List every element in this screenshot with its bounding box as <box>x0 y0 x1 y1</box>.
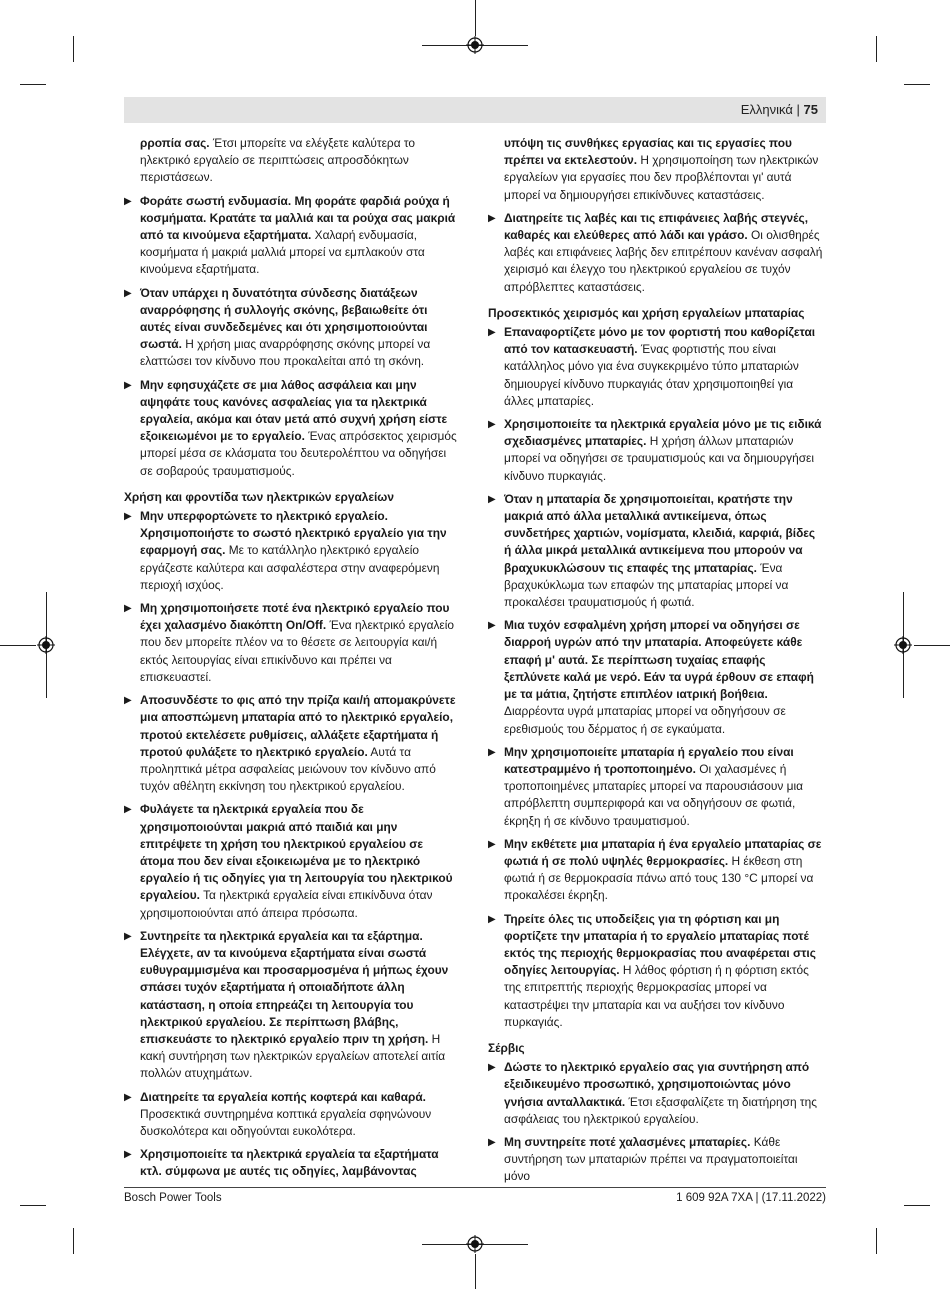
item-bold: Χρησιμοποιείτε τα ηλεκτρικά εργαλεία μόνο με τις ειδικά σχεδιασμένες μπαταρίες. <box>504 417 822 449</box>
item-text: Ένας απρόσεκτος χειρισμός μπορεί μέσα σε κλάσματα του δευτερολέπτου να οδηγήσει σε σοβαρούς τραυματισμούς. <box>140 429 457 478</box>
right-intro-text: Η χρησιμοποίηση των ηλεκτρικών εργαλείων για εργασίες που δεν προβλέπονται γι' αυτά μπορεί να δημιουργήσει επικίνδυνες καταστάσεις. <box>504 153 819 202</box>
item-text: Οι ολισθηρές λαβές και επιφάνειες λαβής δεν επιτρέπουν κανέναν ασφαλή χειρισμό και έλεγχο του ηλεκτρικού εργαλείου σε τυχόν απρόβλεπτες καταστάσεις. <box>504 228 823 294</box>
item-bold: Μην εκθέτετε μια μπαταρία ή ένα εργαλείο μπαταρίας σε φωτιά ή σε πολύ υψηλές θερμοκρασίες. <box>504 836 822 868</box>
list-item <box>488 324 824 410</box>
left-items-b <box>124 508 460 1181</box>
registration-mark-icon <box>894 636 912 654</box>
header-separator: | <box>792 102 804 117</box>
bullet-icon: ▶ <box>488 620 496 632</box>
list-item <box>488 210 824 296</box>
bullet-icon: ▶ <box>124 930 132 942</box>
footer-divider <box>124 1187 826 1188</box>
item-text: Η έκθεση στη φωτιά ή σε θερμοκρασία πάνω από τους 130 °C μπορεί να προκαλέσει έκρηξη. <box>504 853 814 903</box>
page-number: 75 <box>803 102 818 117</box>
list-item <box>488 416 824 485</box>
registration-mark-icon <box>466 36 484 54</box>
list-item <box>488 744 824 830</box>
item-text: Διαρρέοντα υγρά μπαταρίας μπορεί να οδηγήσουν σε ερεθισμούς του δέρματος ή σε εγκαύματα. <box>504 704 786 736</box>
list-item <box>124 600 460 686</box>
item-bold: Τηρείτε όλες τις υποδείξεις για τη φόρτιση και μη φορτίζετε την μπαταρία ή το εργαλείο μπαταρίας ποτέ εκτός της περιοχής θερμοκρασίας που αναφέρεται στις οδηγίες λειτουργίας. <box>504 911 816 978</box>
crop-mark <box>876 1228 877 1254</box>
item-text: Χαλαρή ενδυμασία, κοσμήματα ή μακριά μαλλιά μπορεί να εμπλακούν στα κινούμενα εξαρτήματα. <box>140 228 425 277</box>
item-bold: Μην υπερφορτώνετε το ηλεκτρικό εργαλείο. Χρησιμοποιήστε το σωστό ηλεκτρικό εργαλείο για την εφαρμογή σας. <box>140 509 447 558</box>
item-text: Ένα βραχυκύκλωμα των επαφών της μπαταρίας μπορεί να προκαλέσει τραυματισμούς ή φωτιά. <box>504 560 789 610</box>
item-text: Με το κατάλληλο ηλεκτρικό εργαλείο εργάζεστε καλύτερα και ασφαλέστερα στην αναφερόμενη περιοχή ισχύος. <box>140 543 440 592</box>
list-item <box>488 1134 824 1186</box>
crop-mark <box>876 36 877 62</box>
bullet-icon: ▶ <box>488 1062 496 1074</box>
bullet-icon: ▶ <box>488 327 496 339</box>
registration-mark-icon <box>37 636 55 654</box>
list-item <box>124 508 460 594</box>
item-text: Αυτά τα προληπτικά μέτρα ασφαλείας μειώνουν τον κίνδυνο από τυχόν αθέλητη εκκίνηση του ηλεκτρικού εργαλείου. <box>140 744 436 794</box>
list-item <box>124 928 460 1083</box>
item-bold: Επαναφορτίζετε μόνο με τον φορτιστή που καθορίζεται από τον κατασκευαστή. <box>504 325 816 357</box>
item-text: Έτσι εξασφαλίζετε τη διατήρηση της ασφάλειας του ηλεκτρικού εργαλείου. <box>504 1094 817 1126</box>
left-intro <box>124 135 460 187</box>
crop-mark <box>20 1205 46 1206</box>
crop-mark <box>914 645 950 646</box>
crop-mark <box>475 0 476 36</box>
bullet-icon: ▶ <box>124 379 132 391</box>
item-text: Ένας φορτιστής που είναι κατάλληλος μόνο για ένα συγκεκριμένο τύπο μπαταριών δημιουργεί κίνδυνο πυρκαγιάς όταν χρησιμοποιηθεί για άλλες μπαταρίες. <box>504 342 799 408</box>
bullet-icon: ▶ <box>488 419 496 431</box>
bullet-icon: ▶ <box>124 603 132 615</box>
footer-doc-number: 1 609 92A 7XA | (17.11.2022) <box>676 1192 826 1204</box>
footer-brand: Bosch Power Tools <box>124 1192 222 1204</box>
item-bold: Μην εφησυχάζετε σε μια λάθος ασφάλεια και μην αψηφάτε τους κανόνες ασφαλείας για τα ηλεκτρικά εργαλεία, ακόμα και όταν μετά από συχνή χρήση είστε εξοικειωμένοι με το εργαλείο. <box>140 377 448 444</box>
item-bold: Διατηρείτε τα εργαλεία κοπής κοφτερά και καθαρά. <box>140 1089 426 1104</box>
list-item <box>124 1146 460 1180</box>
section-heading: Προσεκτικός χειρισμός και χρήση εργαλείων μπαταρίας <box>488 305 805 320</box>
item-bold: Μη χρησιμοποιήσετε ποτέ ένα ηλεκτρικό εργαλείο που έχει χαλασμένο διακόπτη On/Off. <box>140 601 450 633</box>
bullet-icon: ▶ <box>488 493 496 505</box>
item-text: Τα ηλεκτρικά εργαλεία είναι επικίνδυνα όταν χρησιμοποιούνται από άπειρα πρόσωπα. <box>140 888 433 920</box>
item-bold: Φοράτε σωστή ενδυμασία. Μη φοράτε φαρδιά ρούχα ή κοσμήματα. Κρατάτε τα μαλλιά και τα ρούχα σας μακριά από τα κινούμενα εξαρτήματα. <box>140 193 456 243</box>
bullet-icon: ▶ <box>488 1136 496 1148</box>
header-text <box>741 102 818 117</box>
bullet-icon: ▶ <box>124 287 132 299</box>
crop-mark <box>73 36 74 62</box>
right-intro <box>488 135 824 204</box>
list-item <box>124 285 460 371</box>
list-item <box>488 836 824 905</box>
bullet-icon: ▶ <box>488 746 496 758</box>
registration-mark-icon <box>466 1235 484 1253</box>
bullet-icon: ▶ <box>124 195 132 207</box>
item-text: Η χρήση άλλων μπαταριών μπορεί να οδηγήσει σε τραυματισμούς και να δημιουργήσει κίνδυνο πυρκαγιάς. <box>504 434 814 483</box>
list-item <box>488 617 824 737</box>
item-bold: Αποσυνδέστε το φις από την πρίζα και/ή απομακρύνετε μια αποσπώμενη μπαταρία από το ηλεκτρικό εργαλείο, προτού εκτελέσετε ρυθμίσεις, αλλάξετε εξαρτήματα ή προτού φυλάξετε το ηλεκτρικό εργαλείο. <box>140 693 456 759</box>
item-bold: Μην χρησιμοποιείτε μπαταρία ή εργαλείο που είναι κατεστραμμένο ή τροποποιημένο. <box>504 744 794 776</box>
right-items-c <box>488 1059 824 1185</box>
crop-mark <box>20 84 46 85</box>
crop-mark <box>904 1205 930 1206</box>
item-text: Οι χαλασμένες ή τροποποιημένες μπαταρίες μπορεί να παρουσιάσουν μια απρόβλεπτη συμπεριφορά και να οδηγήσουν σε φωτιά, έκρηξη ή σε κίνδυνο τραυματισμού. <box>504 761 803 828</box>
right-column <box>488 135 824 1186</box>
section-heading: Σέρβις <box>488 1040 525 1055</box>
item-bold: Μια τυχόν εσφαλμένη χρήση μπορεί να οδηγήσει σε διαρροή υγρών από την μπαταρία. Αποφεύγετε κάθε επαφή μ' αυτά. Σε περίπτωση τυχαίας επαφής ξεπλύνετε καλά με νερό. Εάν τα υγρά έρθουν σε επαφή με τα μάτια, ζητήστε επιπλέον ιατρική βοήθεια. <box>504 618 814 702</box>
item-text: Η κακή συντήρηση των ηλεκτρικών εργαλείων αποτελεί αιτία πολλών ατυχημάτων. <box>140 1031 446 1081</box>
bullet-icon: ▶ <box>124 804 132 816</box>
item-text: Κάθε συντήρηση των μπαταριών πρέπει να πραγματοποιείται μόνο <box>504 1134 798 1184</box>
list-item <box>124 377 460 480</box>
list-item <box>488 491 824 611</box>
item-text: Προσεκτικά συντηρημένα κοπτικά εργαλεία σφηνώνουν δυσκολότερα και οδηγούνται ευκολότερα. <box>140 1106 432 1138</box>
bullet-icon: ▶ <box>124 1091 132 1103</box>
left-column <box>124 135 460 1181</box>
page-header <box>124 97 826 123</box>
bullet-icon: ▶ <box>488 838 496 850</box>
item-bold: Δώστε το ηλεκτρικό εργαλείο σας για συντήρηση από εξειδικευμένο προσωπικό, χρησιμοποιώντας μόνο γνήσια ανταλλακτικά. <box>504 1060 810 1109</box>
item-bold: Διατηρείτε τις λαβές και τις επιφάνειες λαβής στεγνές, καθαρές και ελεύθερες από λάδι και γράσο. <box>504 210 809 243</box>
left-intro-text: Έτσι μπορείτε να ελέγξετε καλύτερα το ηλεκτρικό εργαλείο σε περιπτώσεις απροσδόκητων περιστάσεων. <box>140 136 416 185</box>
bullet-icon: ▶ <box>124 1149 132 1161</box>
bullet-icon: ▶ <box>488 913 496 925</box>
item-bold: Μη συντηρείτε ποτέ χαλασμένες μπαταρίες. <box>504 1134 751 1149</box>
section-heading: Χρήση και φροντίδα των ηλεκτρικών εργαλείων <box>124 489 394 504</box>
bullet-icon: ▶ <box>488 212 496 224</box>
right-items-a <box>488 210 824 296</box>
item-bold: Χρησιμοποιείτε τα ηλεκτρικά εργαλεία τα εξαρτήματα κτλ. σύμφωνα με αυτές τις οδηγίες, λαμβάνοντας <box>140 1147 439 1179</box>
list-item <box>488 1059 824 1128</box>
left-intro-bold: ρροπία σας. <box>140 136 210 150</box>
header-language: Ελληνικά <box>740 102 793 117</box>
item-bold: Όταν η μπαταρία δε χρησιμοποιείται, κρατήστε την μακριά από άλλα μεταλλικά αντικείμενα, όπως συνδετήρες χαρτιών, νομίσματα, κλειδιά, καρφιά, βίδες ή άλλα μικρά μεταλλικά αντικείμενα που μπορούν να βραχυκυκλώσουν τις επαφές της μπαταρίας. <box>504 491 816 575</box>
item-bold: Συντηρείτε τα ηλεκτρικά εργαλεία και τα εξάρτημα. Ελέγχετε, αν τα κινούμενα εξαρτήματα είναι σωστά ευθυγραμμισμένα και προσαρμοσμένα ή μήπως έχουν σπάσει τυχόν εξαρτήματα ή οποιαδήποτε άλλη κατάσταση, η οποία επηρεάζει τη λειτουργία του ηλεκτρικού εργαλείου. Σε περίπτωση βλάβης, επισκευάστε το ηλεκτρικό εργαλείο πριν τη χρήση. <box>140 928 449 1046</box>
bullet-icon: ▶ <box>124 511 132 523</box>
right-items-b <box>488 324 824 1031</box>
list-item <box>124 1089 460 1141</box>
crop-mark <box>475 1254 476 1289</box>
right-intro-bold: υπόψη τις συνθήκες εργασίας και τις εργασίες που πρέπει να εκτελεστούν. <box>504 136 792 168</box>
crop-mark <box>0 645 36 646</box>
item-text: Η λάθος φόρτιση ή η φόρτιση εκτός της επιτρεπτής περιοχής θερμοκρασίας μπορεί να καταστρέψει την μπαταρία και να αυξήσει τον κίνδυνο πυρκαγιάς. <box>504 963 809 1029</box>
item-text: Ένα ηλεκτρικό εργαλείο που δεν μπορείτε πλέον να το θέσετε σε λειτουργία και/ή εκτός λειτουργίας είναι επικίνδυνο και πρέπει να επισκευαστεί. <box>140 618 454 684</box>
bullet-icon: ▶ <box>124 695 132 707</box>
item-bold: Όταν υπάρχει η δυνατότητα σύνδεσης διατάξεων αναρρόφησης ή συλλογής σκόνης, βεβαιωθείτε ότι αυτές είναι συνδεδεμένες και ότι χρησιμοποιούνται σωστά. <box>140 285 428 352</box>
left-items-a <box>124 193 460 480</box>
item-bold: Φυλάγετε τα ηλεκτρικά εργαλεία που δε χρησιμοποιούνται μακριά από παιδιά και μην επιτρέψετε τη χρήση του ηλεκτρικού εργαλείου σε άτομα που δεν είναι εξοικειωμένα με το ηλεκτρικό εργαλείο ή τις οδηγίες για τη λειτουργία του ηλεκτρικού εργαλείου. <box>140 802 453 903</box>
crop-mark <box>904 84 930 85</box>
list-item <box>488 911 824 1031</box>
item-text: Η χρήση μιας αναρρόφησης σκόνης μπορεί να ελαττώσει τον κίνδυνο που προκαλείται από τη σκόνη. <box>140 337 431 369</box>
list-item <box>124 692 460 795</box>
crop-mark <box>73 1228 74 1254</box>
list-item <box>124 801 460 921</box>
list-item <box>124 193 460 279</box>
